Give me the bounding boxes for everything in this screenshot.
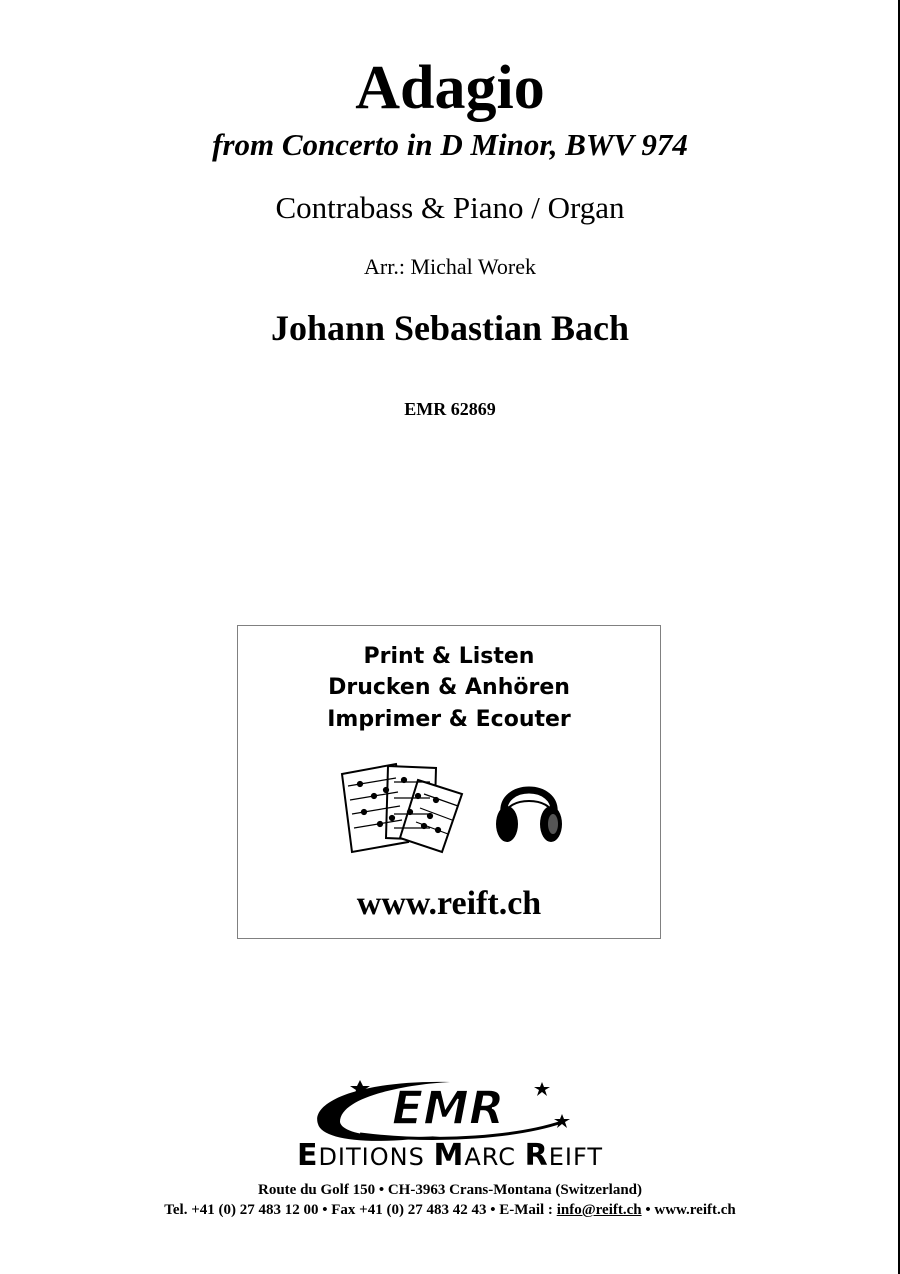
contact-website: • www.reift.ch [641, 1202, 736, 1218]
promo-website[interactable]: www.reift.ch [356, 885, 542, 922]
catalog-number: EMR 62869 [404, 399, 496, 419]
print-listen-box [237, 625, 661, 939]
logo-wordmark: EMR [391, 1081, 505, 1135]
instrumentation: Contrabass & Piano / Organ [275, 190, 625, 225]
publisher-contact [0, 1200, 900, 1220]
headphones-icon [494, 766, 564, 846]
publisher-word-3: EIFT [548, 1143, 604, 1171]
composer: Johann Sebastian Bach [270, 308, 630, 348]
publisher-word-2: ARC [464, 1143, 516, 1171]
score-title: Adagio [355, 54, 545, 122]
publisher-initial-r: R [524, 1138, 549, 1173]
score-subtitle: from Concerto in D Minor, BWV 974 [212, 127, 688, 162]
publisher-name [0, 1140, 900, 1173]
arranger: Arr.: Michal Worek [364, 254, 536, 279]
publisher-initial-m: M [433, 1138, 465, 1173]
promo-line-english: Print & Listen [363, 644, 535, 669]
promo-line-french: Imprimer & Ecouter [327, 707, 571, 732]
contact-email-link[interactable]: info@reift.ch [556, 1202, 642, 1218]
publisher-initial-e: E [296, 1138, 319, 1173]
publisher-word-1: DITIONS [318, 1143, 425, 1171]
promo-line-german: Drucken & Anhören [328, 675, 570, 700]
emr-logo [300, 1074, 590, 1146]
sheet-music-icon [338, 760, 468, 855]
publisher-address: Route du Golf 150 • CH-3963 Crans-Montana (Switzerland) [258, 1182, 642, 1198]
contact-phone-fax: Tel. +41 (0) 27 483 12 00 • Fax +41 (0) 27 483 42 43 • E-Mail : [164, 1202, 557, 1218]
